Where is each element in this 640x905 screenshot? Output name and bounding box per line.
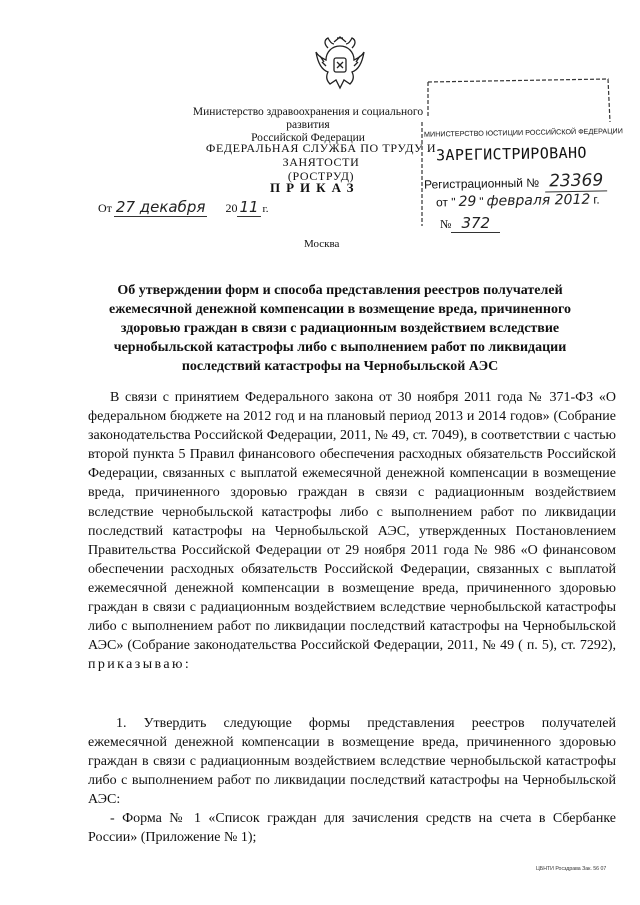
form-1-item: - Форма № 1 «Список граждан для зачисления средств на счета в Сбербанке России» (Приложение № 1);: [88, 811, 616, 846]
number-value: 372: [451, 214, 500, 233]
date-prefix: От: [98, 201, 112, 215]
title-line: чернобыльской катастрофы либо с выполнением работ по ликвидации: [113, 340, 567, 355]
coat-of-arms-emblem: [314, 34, 366, 92]
stamp-date-mid: ": [479, 194, 484, 209]
stamp-date-month-year: февраля 2012: [486, 191, 591, 210]
stamp-organization: МИНИСТЕРСТВО ЮСТИЦИИ РОССИЙСКОЙ ФЕДЕРАЦИИ: [423, 126, 623, 139]
clause-1-paragraph: 1. Утвердить следующие формы представления реестров получателей ежемесячной денежной компенсации в возмещение вреда, причиненного здоровью граждан в связи с радиационным воздействием вследствие чернобыльской катастрофы либо с выполнением работ по ликвидации последствий катастрофы на Чернобыльской АЭС:: [88, 716, 616, 808]
document-type: ПРИКАЗ: [270, 180, 360, 195]
service-abbreviation: (РОСТРУД): [287, 169, 355, 183]
print-mark: ЦБНТИ Росздрава Зак. 56 07: [536, 866, 607, 872]
date-day-month: 27 декабря: [115, 198, 206, 216]
order-date: [98, 198, 269, 217]
document-title: [60, 281, 620, 376]
ministry-line: Российской Федерации: [251, 132, 365, 144]
stamp-date-suffix: г.: [593, 192, 600, 207]
preamble-paragraph: [88, 388, 616, 674]
title-line: последствий катастрофы на Чернобыльской АЭС: [181, 359, 499, 374]
stamp-reg-label: Регистрационный №: [423, 175, 540, 192]
preamble-text: В связи с принятием Федерального закона от 30 ноября 2011 года № 371-ФЗ «О федеральном бюджете на 2012 год и на плановый период 2013 и 2014 годов» (Собрание законодательства Российской Федерации, 2011, № 49, ст. 7049), в соответствии с частью второй пункта 5 Правил финансового обеспечения расходных обязательств Российской Федерации, связанных с выплатой ежемесячной денежной компенсации в возмещение вреда, причиненного здоровью граждан в связи с радиационным воздействием вследствие чернобыльской катастрофы либо с выполнением работ по ликвидации последствий катастрофы на Чернобыльской АЭС, утвержденных Постановлением Правительства Российской Федерации от 29 ноября 2011 года № 986 «О финансовом обеспечении расходных обязательств Российской Федерации, связанных с выплатой ежемесячной денежной компенсации в возмещение вреда, причиненного здоровью граждан в связи с радиационным воздействием вследствие чернобыльской катастрофы либо с выполнением работ по ликвидации последствий катастрофы на Чернобыльской АЭС» (Собрание законодательства Российской Федерации, 2011, № 49 ( п. 5), ст. 7292),: [88, 390, 616, 654]
date-year-tail: 11: [239, 198, 259, 216]
city: Москва: [304, 238, 340, 250]
ministry-line: Министерство здравоохранения и социального развития: [192, 106, 424, 131]
title-line: здоровью граждан в связи с радиационным воздействием вследствие: [120, 321, 560, 336]
stamp-date-prefix: от ": [435, 195, 456, 210]
order-directive: приказываю:: [88, 657, 192, 673]
ministry-heading: [178, 106, 438, 145]
title-line: Об утверждении форм и способа представления реестров получателей: [117, 283, 563, 298]
stamp-status: ЗАРЕГИСТРИРОВАНО: [435, 143, 588, 165]
date-suffix: г.: [262, 203, 269, 215]
stamp-date-day: 29: [458, 193, 477, 211]
date-year-prefix: 20: [225, 201, 238, 215]
number-prefix: №: [440, 217, 452, 231]
stamp-date: [436, 192, 600, 211]
title-line: ежемесячной денежной компенсации в возмещение вреда, причиненного: [109, 302, 571, 317]
stamp-reg-number: 23369: [545, 170, 607, 192]
service-name: ФЕДЕРАЛЬНАЯ СЛУЖБА ПО ТРУДУ И ЗАНЯТОСТИ: [205, 141, 437, 169]
